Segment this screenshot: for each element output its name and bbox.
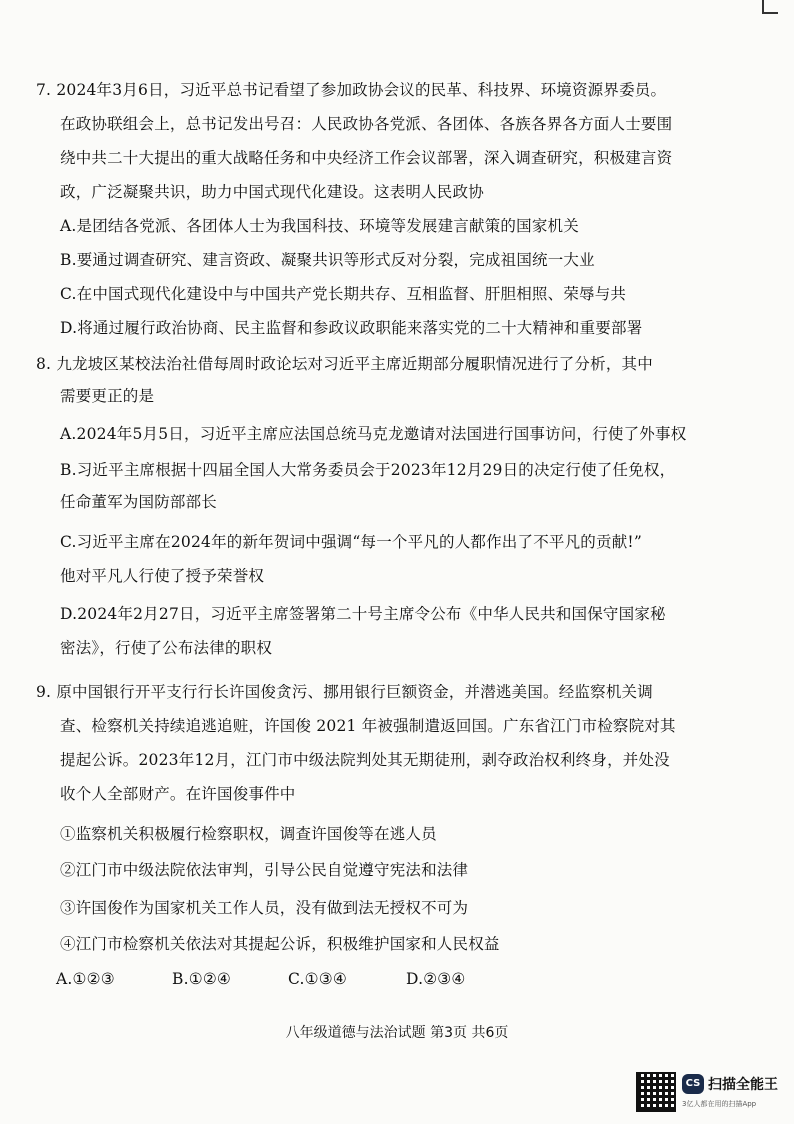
corner-mark (762, 0, 778, 14)
q7-stem-line: 绕中共二十大提出的重大战略任务和中央经济工作会议部署，深入调查研究，积极建言资 (60, 149, 673, 167)
q9-statement-3: ③许国俊作为国家机关工作人员，没有做到法无授权不可为 (60, 899, 469, 917)
q9-statement-2: ②江门市中级法院依法审判，引导公民自觉遵守宪法和法律 (60, 861, 469, 879)
q9-stem-line: 9. 原中国银行开平支行行长许国俊贪污、挪用银行巨额资金，并潜逃美国。经监察机关调 (36, 683, 653, 701)
q9-choice-d: D.②③④ (406, 970, 466, 988)
q9-choice-c: C.①③④ (288, 970, 347, 988)
q9-stem-line: 提起公诉。2023年12月，江门市中级法院判处其无期徒刑，剥夺政治权利终身，并处没 (60, 751, 670, 769)
q8-option-c: C.习近平主席在2024年的新年贺词中强调“每一个平凡的人都作出了不平凡的贡献!” (60, 533, 642, 551)
scanner-app-subtitle: 3亿人都在用的扫描App (682, 1100, 757, 1108)
q9-choice-b: B.①②④ (172, 970, 232, 988)
q8-option-d-cont: 密法》，行使了公布法律的职权 (60, 639, 273, 657)
q7-stem-line: 在政协联组会上，总书记发出号召：人民政协各党派、各团体、各族各界各方面人士要围 (60, 115, 673, 133)
q7-stem-line: 政，广泛凝聚共识，助力中国式现代化建设。这表明人民政协 (60, 183, 484, 201)
scanner-app-name: 扫描全能王 (708, 1077, 778, 1093)
q9-choice-a: A.①②③ (56, 970, 115, 988)
q8-option-b-cont: 任命董军为国防部部长 (60, 493, 218, 511)
q8-stem-line: 需要更正的是 (60, 387, 155, 405)
q9-statement-1: ①监察机关积极履行检察职权，调查许国俊等在逃人员 (60, 825, 437, 843)
q9-stem-line: 收个人全部财产。在许国俊事件中 (60, 785, 296, 803)
q8-option-d: D.2024年2月27日，习近平主席签署第二十号主席令公布《中华人民共和国保守国家秘 (60, 605, 666, 623)
q8-option-b: B.习近平主席根据十四届全国人大常务委员会于2023年12月29日的决定行使了任免权， (60, 461, 676, 479)
q8-option-a: A.2024年5月5日，习近平主席应法国总统马克龙邀请对法国进行国事访问，行使了外事权 (60, 425, 687, 443)
q9-statement-4: ④江门市检察机关依法对其提起公诉，积极维护国家和人民权益 (60, 935, 500, 953)
qr-code-icon (636, 1072, 676, 1112)
q7-stem-line: 7. 2024年3月6日，习近平总书记看望了参加政协会议的民革、科技界、环境资源界委员。 (36, 81, 667, 99)
q7-option-a: A.是团结各党派、各团体人士为我国科技、环境等发展建言献策的国家机关 (60, 217, 579, 235)
q8-stem-line: 8. 九龙坡区某校法治社借每周时政论坛对习近平主席近期部分履职情况进行了分析，其中 (36, 355, 653, 373)
q7-option-c: C.在中国式现代化建设中与中国共产党长期共存、互相监督、肝胆相照、荣辱与共 (60, 285, 627, 303)
camscanner-logo: CS (682, 1074, 704, 1094)
q7-option-d: D.将通过履行政治协商、民主监督和参政议政职能来落实党的二十大精神和重要部署 (60, 319, 643, 337)
q9-stem-line: 查、检察机关持续追逃追赃，许国俊 2021 年被强制遣返回国。广东省江门市检察院对其 (60, 717, 676, 735)
scanner-badge (636, 1072, 786, 1116)
q7-option-b: B.要通过调查研究、建言资政、凝聚共识等形式反对分裂，完成祖国统一大业 (60, 251, 595, 269)
q8-option-c-cont: 他对平凡人行使了授予荣誉权 (60, 567, 265, 585)
page-footer: 八年级道德与法治试题 第3页 共6页 (285, 1025, 509, 1041)
